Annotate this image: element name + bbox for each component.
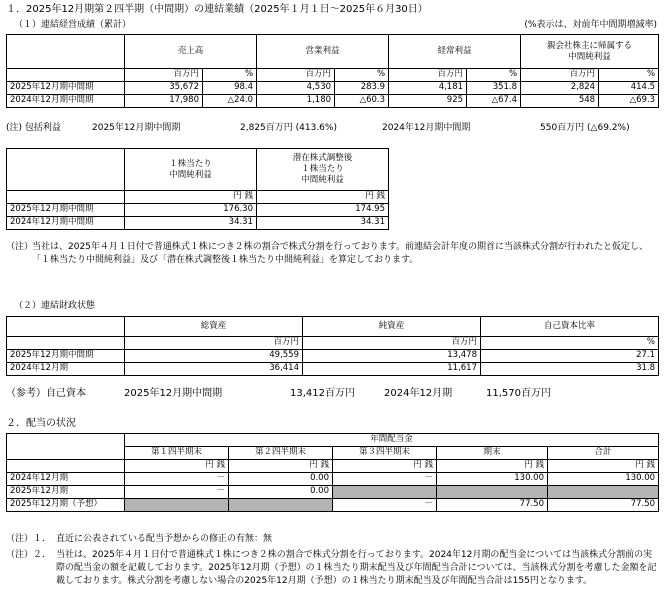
table-row [7,82,659,95]
header-total: 合計 [548,447,659,460]
eps-note [6,241,658,267]
unit-cell: 円 銭 [229,460,333,473]
note-body: 当社は、2025年４月１日付で普通株式１株につき２株の割合で株式分割を行っております。前連結会計年度の期首に当該株式分割が行われたと仮定し、「１株当たり中間純利益」及び「潜在株式調整後１株当たり中間純利益」を算定しております。 [32,242,649,265]
note-body: 当社は、2025年４月１日付で普通株式１株につき２株の割合で株式分割を行っております。2024年12月期の配当金については当該株式分割前の実際の配当金の額を記載しております。2025年12月期（予想）の１株当たり期末配当及び年間配当合計については、当該株式分割を考慮した金額を記載しております。株式分割を考慮しない場合の2025年12月期（予想）の１株当たり期末配当及び年間配当合計は155円となります。 [56,550,657,586]
cell: 35,672 [125,82,203,95]
equity-ref-prev-label: 2024年12月期 [384,388,453,399]
header-q1: 第１四半期末 [125,447,229,460]
cell: 130.00 [548,473,659,486]
comprehensive-income-label: (注) 包括利益 [6,123,61,133]
cell: － [333,473,437,486]
row-label: 2025年12月期（予想） [7,499,125,512]
cell: 0.00 [229,473,333,486]
unit-cell: % [599,69,659,82]
cell: 1,180 [257,95,335,108]
header-q3: 第３四半期末 [333,447,437,460]
row-label: 2025年12月期 [7,486,125,499]
header-net-assets: 純資産 [303,317,481,337]
cell: 4,181 [389,82,467,95]
dividend-note-1 [6,533,658,546]
header-year-end: 期末 [437,447,548,460]
shaded-cell [437,486,548,499]
cell: 49,559 [125,350,303,363]
row-label: 2024年12月期中間期 [7,217,125,230]
unit-cell: 円 銭 [125,460,229,473]
cell: 130.00 [437,473,548,486]
unit-cell: 円 銭 [125,191,257,204]
section-heading-financial-position: （２）連結財政状態 [14,301,96,311]
note-lead: （注）１． [6,534,52,544]
cell: 0.00 [229,486,333,499]
unit-cell: 百万円 [125,337,303,350]
comprehensive-income-current-value: 2,825百万円 (413.6%) [240,123,337,133]
table-row [7,95,659,108]
unit-cell: % [481,337,659,350]
unit-cell: 円 銭 [333,460,437,473]
unit-cell: % [467,69,521,82]
header-diluted-eps: 潜在株式調整後 １株当たり 中間純利益 [257,149,389,191]
shaded-cell [548,486,659,499]
cell: △67.4 [467,95,521,108]
unit-cell: 円 銭 [257,191,389,204]
section-heading-operating-results: （１）連結経営成績（累計） [14,20,132,30]
percent-note: (%表示は、対前年中間期増減率) [524,20,657,30]
cell: 283.9 [335,82,389,95]
header-total-assets: 総資産 [125,317,303,337]
cell: 77.50 [548,499,659,512]
cell: 34.31 [125,217,257,230]
row-label: 2025年12月期中間期 [7,350,125,363]
table-row [7,350,659,363]
financial-position-table [6,316,659,376]
cell: 13,478 [303,350,481,363]
cell: △60.3 [335,95,389,108]
unit-cell: % [335,69,389,82]
cell: 11,617 [303,363,481,376]
note-body: 直近に公表されている配当予想からの修正の有無：無 [56,534,273,544]
unit-cell: 百万円 [303,337,481,350]
equity-ref-current-label: 2025年12月期中間期 [124,388,223,399]
cell: △69.3 [599,95,659,108]
header-q2: 第２四半期末 [229,447,333,460]
comprehensive-income-prev-value: 550百万円 (△69.2%) [540,123,630,133]
table-row [7,486,659,499]
row-label: 2024年12月期 [7,363,125,376]
dividend-note-2 [6,549,658,588]
header-sales: 売上高 [125,35,257,69]
shaded-cell [125,499,229,512]
cell: △24.0 [203,95,257,108]
equity-ref-prev-value: 11,570百万円 [486,388,551,399]
unit-cell: % [203,69,257,82]
table-row [7,217,389,230]
header-equity-ratio: 自己資本比率 [481,317,659,337]
operating-results-table [6,34,659,108]
cell: 17,980 [125,95,203,108]
cell: 548 [521,95,599,108]
cell: 77.50 [437,499,548,512]
cell: 36,414 [125,363,303,376]
row-label: 2025年12月期中間期 [7,204,125,217]
cell: 2,824 [521,82,599,95]
unit-cell: 百万円 [389,69,467,82]
dividend-table [6,433,659,512]
cell: 34.31 [257,217,389,230]
header-annual-dividends: 年間配当金 [125,434,659,447]
cell: 351.8 [467,82,521,95]
table-row [7,363,659,376]
table-row [7,473,659,486]
header-eps: １株当たり 中間純利益 [125,149,257,191]
row-label: 2025年12月期中間期 [7,82,125,95]
cell: － [333,499,437,512]
unit-cell: 円 銭 [548,460,659,473]
unit-cell: 百万円 [257,69,335,82]
table-row [7,204,389,217]
cell: 925 [389,95,467,108]
page-title: １．2025年12月期第２四半期（中間期）の連結業績（2025年１月１日～2025年６月30日） [6,4,428,15]
cell: 98.4 [203,82,257,95]
cell: － [125,473,229,486]
comprehensive-income-prev-label: 2024年12月期中間期 [382,123,471,133]
comprehensive-income-current-label: 2025年12月期中間期 [92,123,181,133]
table-row [7,499,659,512]
unit-cell: 百万円 [521,69,599,82]
cell: － [125,486,229,499]
cell: 176.30 [125,204,257,217]
unit-cell: 百万円 [125,69,203,82]
cell: 414.5 [599,82,659,95]
header-operating-profit: 営業利益 [257,35,389,69]
shaded-cell [333,486,437,499]
row-label: 2024年12月期中間期 [7,95,125,108]
section-heading-dividends: ２．配当の状況 [6,418,76,429]
note-lead: （注）２． [6,550,52,560]
equity-ref-label: （参考）自己資本 [6,388,86,399]
header-net-income: 親会社株主に帰属する 中間純利益 [521,35,659,69]
row-label: 2024年12月期 [7,473,125,486]
cell: 4,530 [257,82,335,95]
cell: 174.95 [257,204,389,217]
unit-cell: 円 銭 [437,460,548,473]
shaded-cell [229,499,333,512]
header-ordinary-profit: 経常利益 [389,35,521,69]
note-lead: （注） [6,242,34,252]
equity-ref-current-value: 13,412百万円 [290,388,355,399]
eps-table [6,148,389,230]
cell: 31.8 [481,363,659,376]
cell: 27.1 [481,350,659,363]
